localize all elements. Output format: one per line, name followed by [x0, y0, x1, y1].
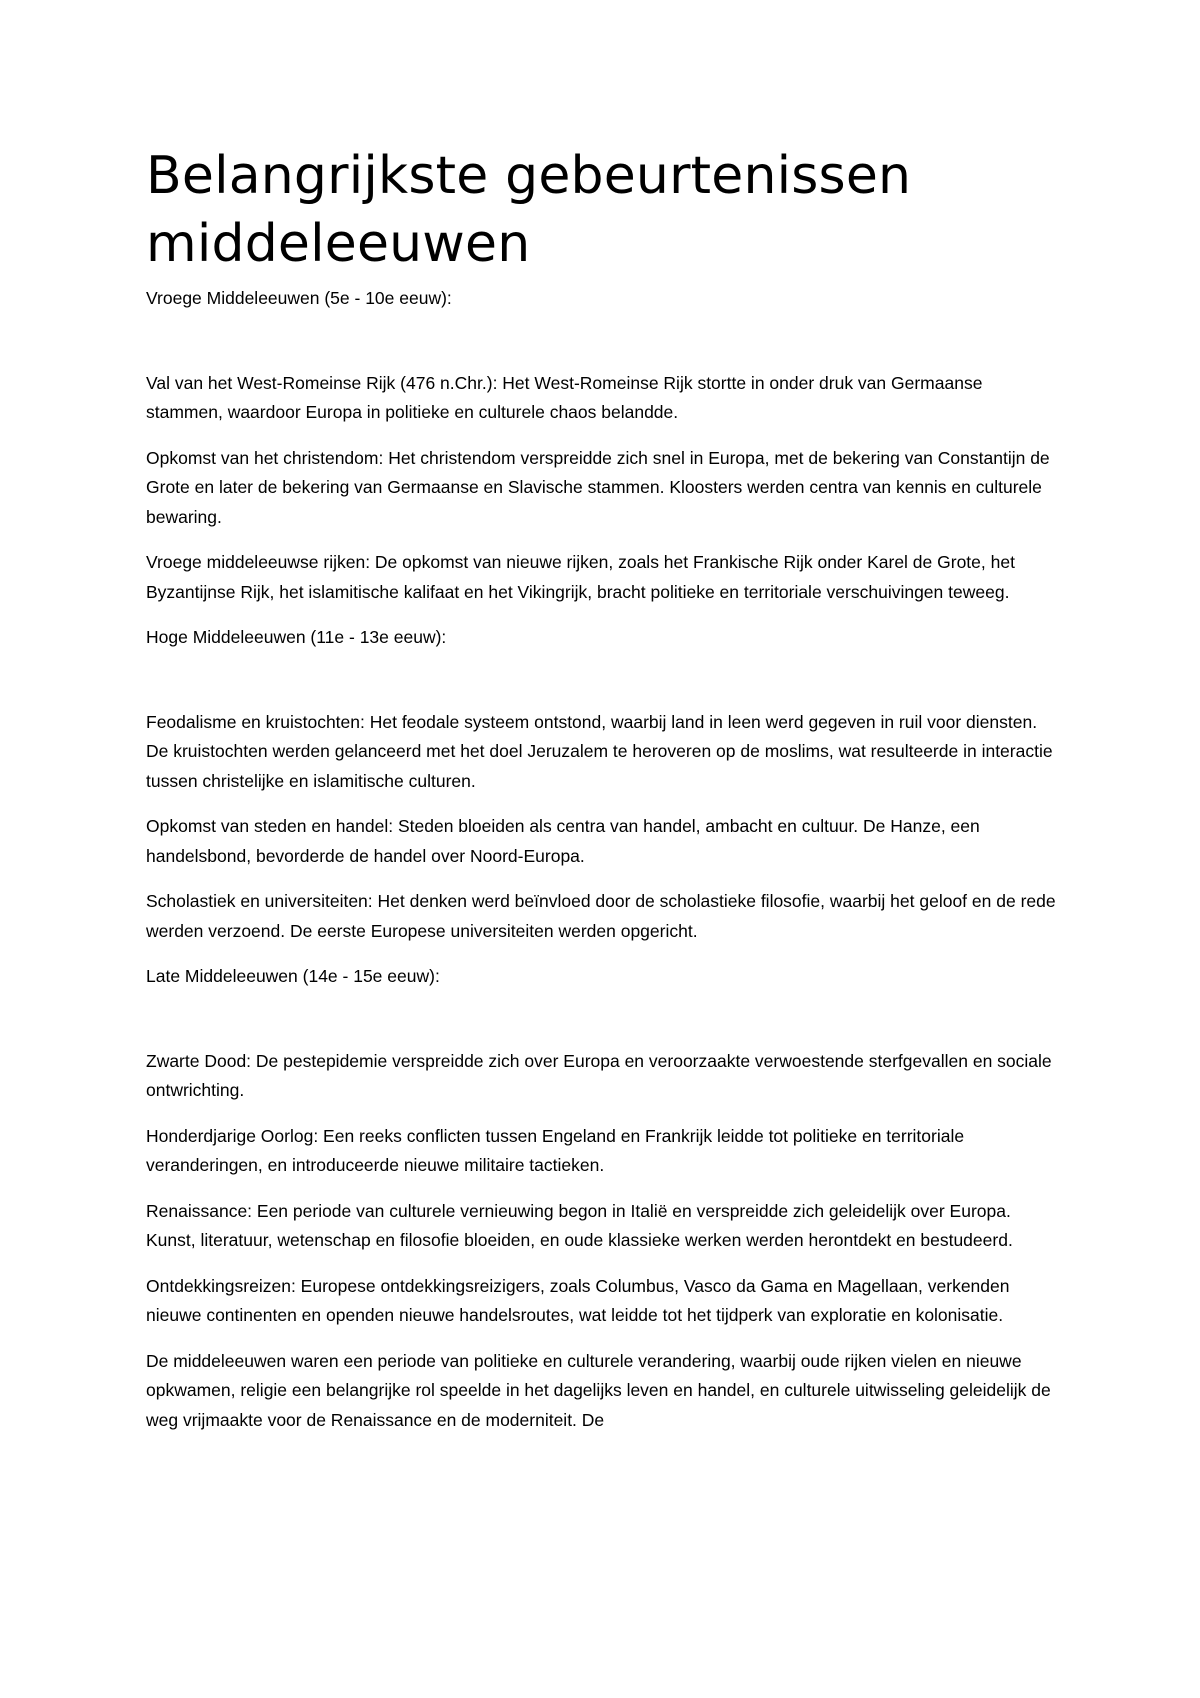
document-body: [146, 142, 1061, 1451]
section-heading-high-middle-ages: Hoge Middeleeuwen (11e - 13e eeuw):: [146, 627, 447, 647]
paragraph: Renaissance: Een periode van culturele vernieuwing begon in Italië en verspreidde zich geleidelijk over Europa. Kunst, literatuur, wetenschap en filosofie bloeiden, en oude klassieke werken werden herontdekt en bestudeerd.: [146, 1200, 1013, 1250]
paragraph: Opkomst van steden en handel: Steden bloeiden als centra van handel, ambacht en cultuur. De Hanze, een handelsbond, bevorderde de handel over Noord-Europa.: [146, 816, 980, 866]
paragraph: Feodalisme en kruistochten: Het feodale systeem ontstond, waarbij land in leen werd gegeven in ruil voor diensten. De kruistochten werden gelanceerd met het doel Jeruzalem te heroveren op de moslims, wat resulteerde in interactie tussen christelijke en islamitische culturen.: [146, 711, 1053, 791]
paragraph: Ontdekkingsreizen: Europese ontdekkingsreizigers, zoals Columbus, Vasco da Gama en Magellaan, verkenden nieuwe continenten en openden nieuwe handelsroutes, wat leidde tot het tijdperk van exploratie en kolonisatie.: [146, 1275, 1010, 1325]
paragraph: Zwarte Dood: De pestepidemie verspreidde zich over Europa en veroorzaakte verwoestende sterfgevallen en sociale ontwrichting.: [146, 1050, 1052, 1100]
paragraph: Scholastiek en universiteiten: Het denken werd beïnvloed door de scholastieke filosofie, waarbij het geloof en de rede werden verzoend. De eerste Europese universiteiten werden opgericht.: [146, 891, 1056, 941]
page-title: Belangrijkste gebeurtenissen middeleeuwen: [146, 146, 912, 274]
section-heading-late-middle-ages: Late Middeleeuwen (14e - 15e eeuw):: [146, 966, 440, 986]
paragraph: Val van het West-Romeinse Rijk (476 n.Chr.): Het West-Romeinse Rijk stortte in onder druk van Germaanse stammen, waardoor Europa in politieke en culturele chaos belandde.: [146, 372, 983, 422]
section-heading-early-middle-ages: Vroege Middeleeuwen (5e - 10e eeuw):: [146, 288, 452, 308]
paragraph: De middeleeuwen waren een periode van politieke en culturele verandering, waarbij oude rijken vielen en nieuwe opkwamen, religie een belangrijke rol speelde in het dagelijks leven en handel, en culturele uitwisseling geleidelijk de weg vrijmaakte voor de Renaissance en de moderniteit. De: [146, 1350, 1051, 1430]
paragraph: Honderdjarige Oorlog: Een reeks conflicten tussen Engeland en Frankrijk leidde tot politieke en territoriale veranderingen, en introduceerde nieuwe militaire tactieken.: [146, 1125, 965, 1175]
paragraph: Opkomst van het christendom: Het christendom verspreidde zich snel in Europa, met de bekering van Constantijn de Grote en later de bekering van Germaanse en Slavische stammen. Kloosters werden centra van kennis en culturele bewaring.: [146, 447, 1050, 527]
paragraph: Vroege middeleeuwse rijken: De opkomst van nieuwe rijken, zoals het Frankische Rijk onder Karel de Grote, het Byzantijnse Rijk, het islamitische kalifaat en het Vikingrijk, bracht politieke en territoriale verschuivingen teweeg.: [146, 552, 1015, 602]
